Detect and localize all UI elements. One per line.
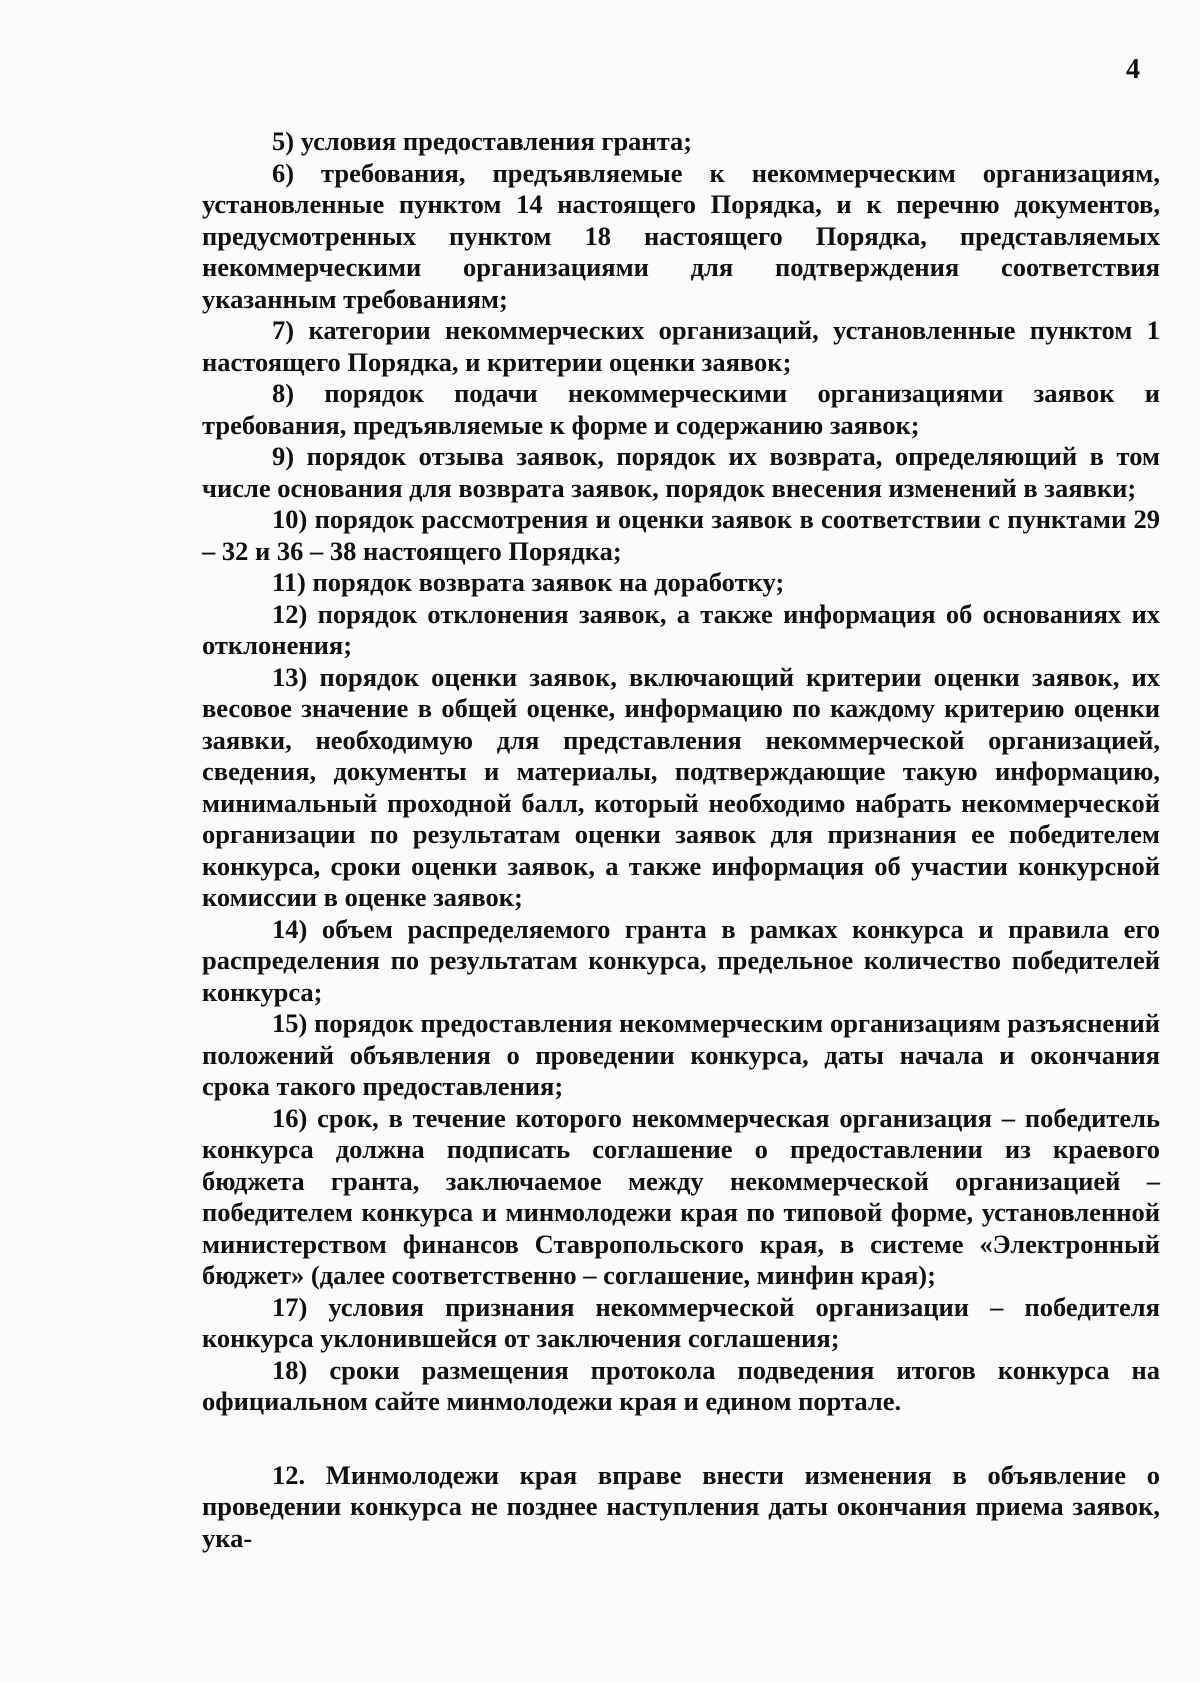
list-item-10: 10) порядок рассмотрения и оценки заявок в соответствии с пунктами 29 – 32 и 36 – 38 настоящего Порядка;	[202, 504, 1160, 566]
list-item-7: 7) категории некоммерческих организаций, установленные пунктом 1 настоящего Порядка, и критерии оценки заявок;	[202, 315, 1160, 377]
list-item-11: 11) порядок возврата заявок на доработку;	[272, 567, 785, 597]
list-item-5: 5) условия предоставления гранта;	[272, 126, 693, 156]
paragraph-12: 12. Минмолодежи края вправе внести изменения в объявление о проведении конкурса не позднее наступления даты окончания приема заявок, ука-	[202, 1459, 1160, 1553]
list-item-15: 15) порядок предоставления некоммерческим организациям разъяснений положений объявления о проведении конкурса, даты начала и окончания срока такого предоставления;	[202, 1008, 1160, 1101]
list-item-9: 9) порядок отзыва заявок, порядок их возврата, определяющий в том числе основания для возврата заявок, порядок внесения изменений в заявки;	[202, 441, 1160, 503]
list-item-17: 17) условия признания некоммерческой организации – победителя конкурса уклонившейся от заключения соглашения;	[202, 1291, 1160, 1353]
list-item-16: 16) срок, в течение которого некоммерческая организация – победитель конкурса должна подписать соглашение о предоставлении из краевого бюджета гранта, заключаемое между некоммерческой организацией – победителем конкурса и минмолодежи края по типовой форме, установленной министерством финансов Ставропольского края, в системе «Электронный бюджет» (далее соответственно – соглашение, минфин края);	[202, 1102, 1160, 1290]
list-item-14: 14) объем распределяемого гранта в рамках конкурса и правила его распределения по результатам конкурса, предельное количество победителей конкурса;	[202, 913, 1160, 1007]
list-item-12: 12) порядок отклонения заявок, а также информация об основаниях их отклонения;	[202, 598, 1160, 660]
page-number: 4	[1126, 54, 1140, 85]
list-item-18: 18) сроки размещения протокола подведения итогов конкурса на официальном сайте минмолодежи края и едином портале.	[202, 1354, 1160, 1416]
list-item-13: 13) порядок оценки заявок, включающий критерии оценки заявок, их весовое значение в общей оценке, информацию по каждому критерию оценки заявки, необходимую для представления некоммерческой организацией, сведения, документы и материалы, подтверждающие такую информацию, минимальный проходной балл, который необходимо набрать некоммерческой организации по результатам оценки заявок для признания ее победителем конкурса, сроки оценки заявок, а также информация об участии конкурсной комиссии в оценке заявок;	[202, 661, 1160, 912]
list-item-8: 8) порядок подачи некоммерческими организациями заявок и требования, предъявляемые к форме и содержанию заявок;	[202, 378, 1160, 440]
list-item-6: 6) требования, предъявляемые к некоммерческим организациям, установленные пунктом 14 настоящего Порядка, и к перечню документов, предусмотренных пунктом 18 настоящего Порядка, представляемых некоммерческими организациями для подтверждения соответствия указанным требованиям;	[202, 157, 1160, 314]
document-body	[202, 126, 1160, 1554]
